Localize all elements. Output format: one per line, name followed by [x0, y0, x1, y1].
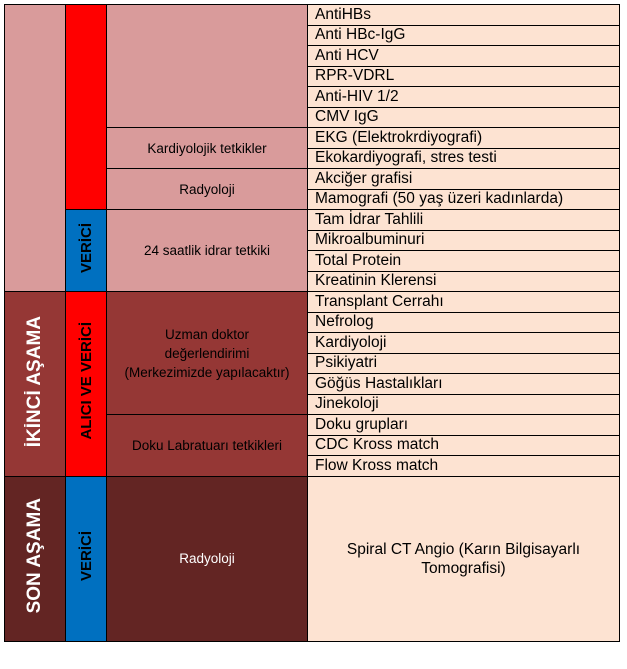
- test-item: Anti HCV: [308, 46, 620, 67]
- test-item: Anti HBc-IgG: [308, 25, 620, 46]
- test-item: Kardiyoloji: [308, 333, 620, 354]
- category-cell-serology: [107, 5, 308, 128]
- stage-cell-son: [5, 476, 66, 641]
- stage-label-ikinci: İKİNCİ AŞAMA: [24, 315, 45, 447]
- category-uzman-line3: (Merkezimizde yapılacaktır): [124, 364, 290, 380]
- role-cell-alici-ve-verici: [66, 292, 107, 477]
- test-item: Flow Kross match: [308, 456, 620, 477]
- category-uzman-line1: Uzman doktor: [164, 326, 250, 342]
- test-item: Tam İdrar Tahlili: [308, 210, 620, 231]
- test-item: Mamografi (50 yaş üzeri kadınlarda): [308, 189, 620, 210]
- category-radyoloji-son: Radyoloji: [107, 476, 308, 641]
- role-label-verici: VERİCİ: [77, 222, 95, 273]
- test-item: Nefrolog: [308, 312, 620, 333]
- test-item: Mikroalbuminuri: [308, 230, 620, 251]
- test-item: Jinekoloji: [308, 394, 620, 415]
- role-cell-verici-son: [66, 476, 107, 641]
- test-item: Total Protein: [308, 251, 620, 272]
- category-radyoloji: Radyoloji: [107, 169, 308, 210]
- final-test-item: Spiral CT Angio (Karın Bilgisayarlı Tomografisi): [308, 476, 620, 641]
- test-item: CMV IgG: [308, 107, 620, 128]
- category-uzman: [107, 292, 308, 415]
- stage-cell-ikinci: [5, 292, 66, 477]
- test-item: Doku grupları: [308, 415, 620, 436]
- test-item: Kreatinin Klerensi: [308, 271, 620, 292]
- test-item: RPR-VDRL: [308, 66, 620, 87]
- test-item: Ekokardiyografi, stres testi: [308, 148, 620, 169]
- test-item: Akciğer grafisi: [308, 169, 620, 190]
- test-item: Psikiyatri: [308, 353, 620, 374]
- test-table: [4, 4, 620, 642]
- category-uzman-line2: değerlendirimi: [164, 345, 250, 361]
- test-item: Göğüs Hastalıkları: [308, 374, 620, 395]
- role-cell-red-top: [66, 5, 107, 210]
- test-item: Anti-HIV 1/2: [308, 87, 620, 108]
- role-label-alici-ve-verici: ALICI VE VERİCİ: [77, 322, 95, 441]
- test-item: Transplant Cerrahı: [308, 292, 620, 313]
- test-item: EKG (Elektrokrdiyografi): [308, 128, 620, 149]
- test-item: CDC Kross match: [308, 435, 620, 456]
- role-cell-verici: [66, 210, 107, 292]
- stage-label-son: SON AŞAMA: [24, 498, 45, 614]
- role-label-verici-son: VERİCİ: [77, 530, 95, 581]
- category-kardiyolojik: Kardiyolojik tetkikler: [107, 128, 308, 169]
- category-idrar: 24 saatlik idrar tetkiki: [107, 210, 308, 292]
- stage-cell-first: [5, 5, 66, 292]
- test-item: AntiHBs: [308, 5, 620, 26]
- category-doku: Doku Labratuarı tetkikleri: [107, 415, 308, 477]
